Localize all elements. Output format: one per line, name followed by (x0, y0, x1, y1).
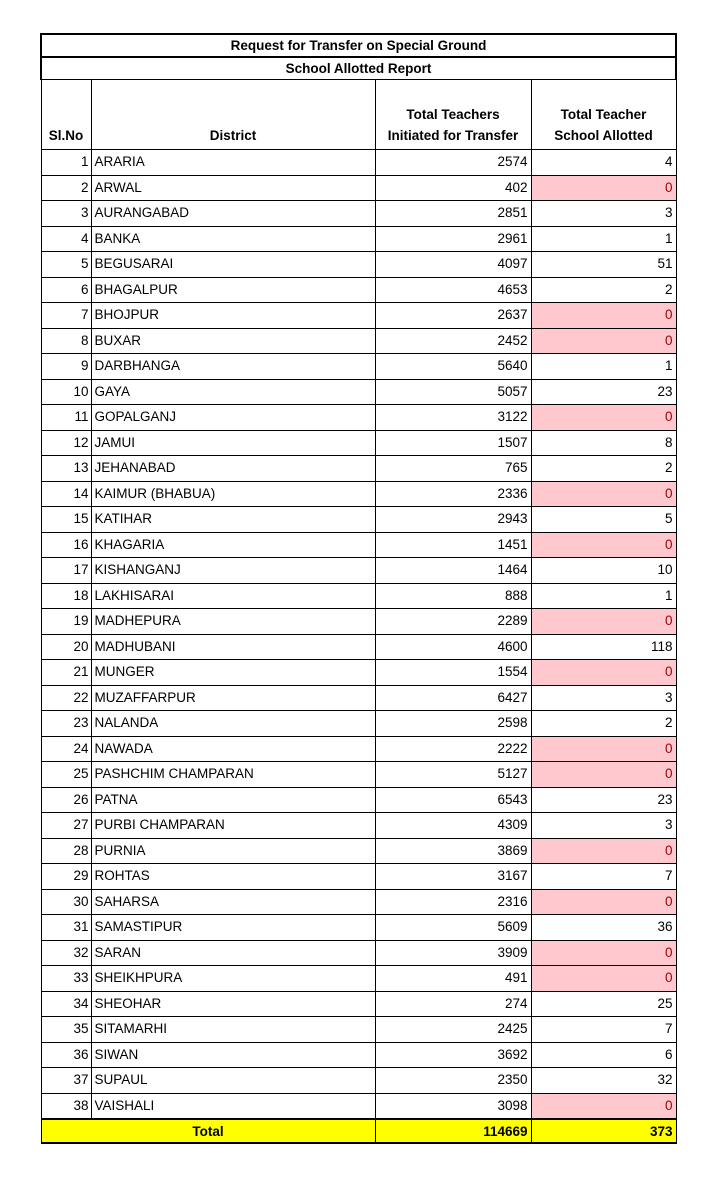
initiated-cell: 3692 (375, 1042, 531, 1068)
district-cell: VAISHALI (91, 1093, 375, 1119)
sl-no-cell: 32 (41, 940, 91, 966)
sl-no-cell: 6 (41, 277, 91, 303)
header-total-teachers-initiated: Total Teachers Initiated for Transfer (375, 80, 531, 150)
initiated-cell: 4309 (375, 813, 531, 839)
initiated-cell: 3869 (375, 838, 531, 864)
table-row (41, 940, 676, 966)
initiated-cell: 3122 (375, 405, 531, 431)
allotted-cell: 25 (531, 991, 676, 1017)
allotted-cell: 118 (531, 634, 676, 660)
table-row (41, 838, 676, 864)
allotted-cell: 0 (531, 838, 676, 864)
initiated-cell: 2574 (375, 150, 531, 176)
allotted-cell: 0 (531, 481, 676, 507)
sl-no-cell: 15 (41, 507, 91, 533)
initiated-cell: 3098 (375, 1093, 531, 1119)
district-cell: GAYA (91, 379, 375, 405)
allotted-cell: 1 (531, 226, 676, 252)
report-body (41, 150, 676, 1120)
sl-no-cell: 25 (41, 762, 91, 788)
district-cell: BHAGALPUR (91, 277, 375, 303)
sl-no-cell: 29 (41, 864, 91, 890)
district-cell: SAHARSA (91, 889, 375, 915)
district-cell: SARAN (91, 940, 375, 966)
allotted-cell: 23 (531, 379, 676, 405)
initiated-cell: 2336 (375, 481, 531, 507)
table-row (41, 481, 676, 507)
initiated-cell: 3167 (375, 864, 531, 890)
allotted-cell: 10 (531, 558, 676, 584)
allotted-cell: 2 (531, 277, 676, 303)
district-cell: BUXAR (91, 328, 375, 354)
initiated-cell: 765 (375, 456, 531, 482)
allotted-cell: 0 (531, 736, 676, 762)
allotted-cell: 4 (531, 150, 676, 176)
table-row (41, 354, 676, 380)
table-row (41, 175, 676, 201)
initiated-cell: 4653 (375, 277, 531, 303)
district-cell: SITAMARHI (91, 1017, 375, 1043)
allotted-cell: 6 (531, 1042, 676, 1068)
sl-no-cell: 12 (41, 430, 91, 456)
table-row (41, 456, 676, 482)
total-label: Total (41, 1119, 375, 1143)
table-row (41, 1068, 676, 1094)
initiated-cell: 5609 (375, 915, 531, 941)
initiated-cell: 2425 (375, 1017, 531, 1043)
table-row (41, 583, 676, 609)
allotted-cell: 2 (531, 711, 676, 737)
sl-no-cell: 8 (41, 328, 91, 354)
initiated-cell: 5127 (375, 762, 531, 788)
initiated-cell: 1507 (375, 430, 531, 456)
table-row (41, 864, 676, 890)
sl-no-cell: 2 (41, 175, 91, 201)
report-title-row (41, 34, 676, 57)
sl-no-cell: 27 (41, 813, 91, 839)
allotted-cell: 0 (531, 940, 676, 966)
sl-no-cell: 14 (41, 481, 91, 507)
district-cell: KHAGARIA (91, 532, 375, 558)
district-cell: SUPAUL (91, 1068, 375, 1094)
table-row (41, 1093, 676, 1119)
initiated-cell: 5640 (375, 354, 531, 380)
allotted-cell: 0 (531, 405, 676, 431)
sl-no-cell: 26 (41, 787, 91, 813)
initiated-cell: 6427 (375, 685, 531, 711)
allotted-cell: 1 (531, 354, 676, 380)
allotted-cell: 0 (531, 609, 676, 635)
district-cell: PASHCHIM CHAMPARAN (91, 762, 375, 788)
district-cell: JAMUI (91, 430, 375, 456)
table-row (41, 328, 676, 354)
initiated-cell: 274 (375, 991, 531, 1017)
total-allotted: 373 (531, 1119, 676, 1143)
allotted-cell: 0 (531, 532, 676, 558)
table-row (41, 277, 676, 303)
sl-no-cell: 22 (41, 685, 91, 711)
sl-no-cell: 18 (41, 583, 91, 609)
table-row (41, 558, 676, 584)
allotted-cell: 3 (531, 685, 676, 711)
district-cell: JEHANABAD (91, 456, 375, 482)
table-row (41, 303, 676, 329)
initiated-cell: 4097 (375, 252, 531, 278)
district-cell: PURBI CHAMPARAN (91, 813, 375, 839)
report-subtitle: School Allotted Report (41, 57, 676, 80)
allotted-cell: 0 (531, 1093, 676, 1119)
district-cell: BEGUSARAI (91, 252, 375, 278)
table-row (41, 762, 676, 788)
table-row (41, 507, 676, 533)
sl-no-cell: 5 (41, 252, 91, 278)
initiated-cell: 3909 (375, 940, 531, 966)
district-cell: NAWADA (91, 736, 375, 762)
district-cell: MADHEPURA (91, 609, 375, 635)
sl-no-cell: 30 (41, 889, 91, 915)
initiated-cell: 2851 (375, 201, 531, 227)
district-cell: SHEIKHPURA (91, 966, 375, 992)
allotted-cell: 5 (531, 507, 676, 533)
district-cell: LAKHISARAI (91, 583, 375, 609)
initiated-cell: 2943 (375, 507, 531, 533)
table-row (41, 889, 676, 915)
sl-no-cell: 35 (41, 1017, 91, 1043)
table-row (41, 405, 676, 431)
initiated-cell: 1451 (375, 532, 531, 558)
allotted-cell: 51 (531, 252, 676, 278)
sl-no-cell: 7 (41, 303, 91, 329)
initiated-cell: 2961 (375, 226, 531, 252)
table-row (41, 813, 676, 839)
district-cell: NALANDA (91, 711, 375, 737)
district-cell: GOPALGANJ (91, 405, 375, 431)
district-cell: KAIMUR (BHABUA) (91, 481, 375, 507)
table-row (41, 1017, 676, 1043)
sl-no-cell: 31 (41, 915, 91, 941)
table-row (41, 736, 676, 762)
table-row (41, 966, 676, 992)
sl-no-cell: 36 (41, 1042, 91, 1068)
report-title: Request for Transfer on Special Ground (41, 34, 676, 57)
initiated-cell: 6543 (375, 787, 531, 813)
district-cell: MUZAFFARPUR (91, 685, 375, 711)
sl-no-cell: 10 (41, 379, 91, 405)
table-row (41, 609, 676, 635)
table-row (41, 660, 676, 686)
district-cell: ARARIA (91, 150, 375, 176)
initiated-cell: 491 (375, 966, 531, 992)
sl-no-cell: 17 (41, 558, 91, 584)
sl-no-cell: 37 (41, 1068, 91, 1094)
district-cell: SAMASTIPUR (91, 915, 375, 941)
district-cell: MUNGER (91, 660, 375, 686)
sl-no-cell: 38 (41, 1093, 91, 1119)
sl-no-cell: 23 (41, 711, 91, 737)
allotted-cell: 0 (531, 660, 676, 686)
initiated-cell: 5057 (375, 379, 531, 405)
sl-no-cell: 33 (41, 966, 91, 992)
allotted-cell: 36 (531, 915, 676, 941)
sl-no-cell: 16 (41, 532, 91, 558)
district-cell: SHEOHAR (91, 991, 375, 1017)
allotted-cell: 7 (531, 1017, 676, 1043)
school-allotted-report-table (40, 33, 677, 1144)
table-row (41, 379, 676, 405)
district-cell: BHOJPUR (91, 303, 375, 329)
allotted-cell: 3 (531, 813, 676, 839)
table-row (41, 685, 676, 711)
table-row (41, 430, 676, 456)
district-cell: BANKA (91, 226, 375, 252)
sl-no-cell: 4 (41, 226, 91, 252)
table-row (41, 252, 676, 278)
allotted-cell: 0 (531, 966, 676, 992)
sl-no-cell: 28 (41, 838, 91, 864)
sl-no-cell: 24 (41, 736, 91, 762)
header-district: District (91, 80, 375, 150)
district-cell: PATNA (91, 787, 375, 813)
report-subtitle-row (41, 57, 676, 80)
allotted-cell: 0 (531, 762, 676, 788)
district-cell: PURNIA (91, 838, 375, 864)
initiated-cell: 2289 (375, 609, 531, 635)
initiated-cell: 2637 (375, 303, 531, 329)
initiated-cell: 2222 (375, 736, 531, 762)
district-cell: AURANGABAD (91, 201, 375, 227)
district-cell: ARWAL (91, 175, 375, 201)
sl-no-cell: 19 (41, 609, 91, 635)
table-row (41, 226, 676, 252)
district-cell: MADHUBANI (91, 634, 375, 660)
initiated-cell: 2350 (375, 1068, 531, 1094)
district-cell: SIWAN (91, 1042, 375, 1068)
allotted-cell: 3 (531, 201, 676, 227)
initiated-cell: 2452 (375, 328, 531, 354)
allotted-cell: 7 (531, 864, 676, 890)
table-row (41, 787, 676, 813)
initiated-cell: 402 (375, 175, 531, 201)
total-initiated: 114669 (375, 1119, 531, 1143)
sl-no-cell: 3 (41, 201, 91, 227)
table-row (41, 915, 676, 941)
allotted-cell: 0 (531, 328, 676, 354)
table-row (41, 1042, 676, 1068)
sl-no-cell: 34 (41, 991, 91, 1017)
district-cell: ROHTAS (91, 864, 375, 890)
table-row (41, 711, 676, 737)
table-row (41, 634, 676, 660)
allotted-cell: 1 (531, 583, 676, 609)
allotted-cell: 0 (531, 889, 676, 915)
allotted-cell: 32 (531, 1068, 676, 1094)
table-row (41, 150, 676, 176)
initiated-cell: 888 (375, 583, 531, 609)
allotted-cell: 8 (531, 430, 676, 456)
sl-no-cell: 13 (41, 456, 91, 482)
table-row (41, 991, 676, 1017)
allotted-cell: 23 (531, 787, 676, 813)
initiated-cell: 2598 (375, 711, 531, 737)
district-cell: KISHANGANJ (91, 558, 375, 584)
allotted-cell: 0 (531, 175, 676, 201)
district-cell: DARBHANGA (91, 354, 375, 380)
initiated-cell: 1554 (375, 660, 531, 686)
sl-no-cell: 11 (41, 405, 91, 431)
header-sl-no: Sl.No (41, 80, 91, 150)
initiated-cell: 1464 (375, 558, 531, 584)
header-total-teacher-school-allotted: Total Teacher School Allotted (531, 80, 676, 150)
allotted-cell: 2 (531, 456, 676, 482)
total-row (41, 1119, 676, 1143)
sl-no-cell: 9 (41, 354, 91, 380)
allotted-cell: 0 (531, 303, 676, 329)
sl-no-cell: 20 (41, 634, 91, 660)
sl-no-cell: 1 (41, 150, 91, 176)
district-cell: KATIHAR (91, 507, 375, 533)
initiated-cell: 4600 (375, 634, 531, 660)
sl-no-cell: 21 (41, 660, 91, 686)
initiated-cell: 2316 (375, 889, 531, 915)
column-header-row (41, 80, 676, 150)
table-row (41, 201, 676, 227)
table-row (41, 532, 676, 558)
